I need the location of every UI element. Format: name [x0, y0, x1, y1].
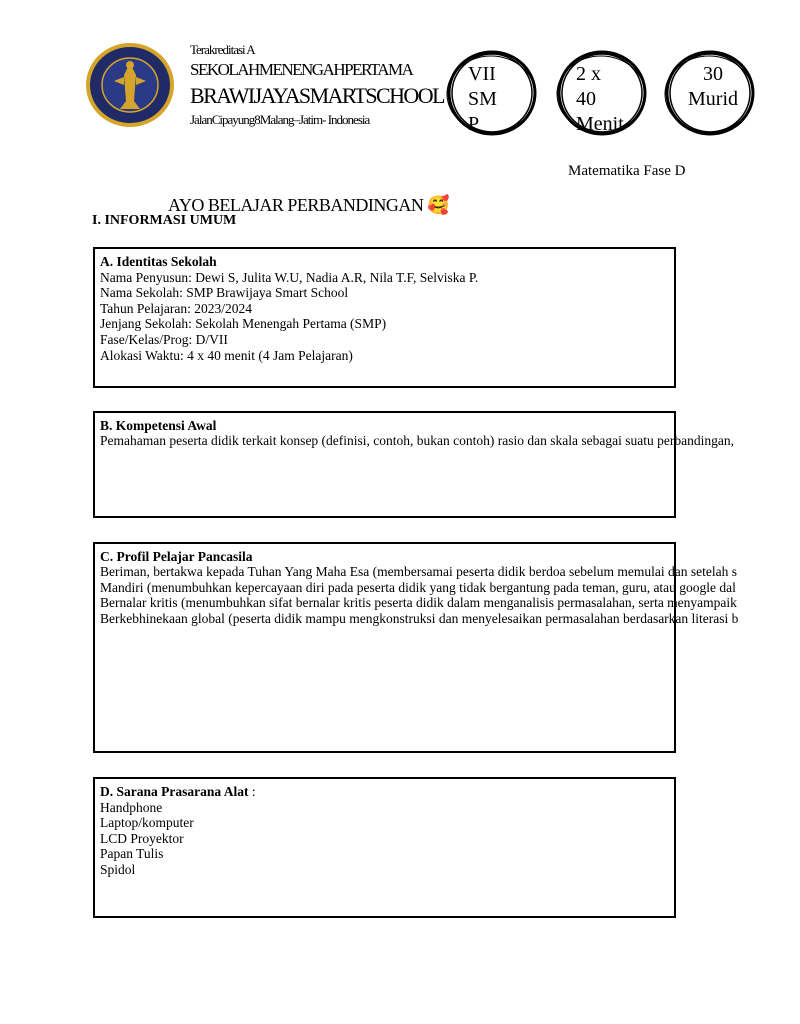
box-line: Papan Tulis [100, 846, 164, 862]
sarana-prasarana-box [93, 777, 676, 918]
accreditation-text: Terakreditasi A [190, 42, 255, 57]
section-heading: I. INFORMASI UMUM [92, 213, 237, 228]
badge-line: 30 [703, 63, 723, 85]
box-line: Pemahaman peserta didik terkait konsep (definisi, contoh, bukan contoh) rasio dan skala sebagai suatu perbandingan, [100, 433, 734, 448]
box-line: LCD Proyektor [100, 830, 184, 846]
box-title: A. Identitas Sekolah [100, 254, 217, 269]
badge-line: Murid [688, 88, 738, 110]
box-title: C. Profil Pelajar Pancasila [100, 549, 253, 564]
kompetensi-text [100, 433, 768, 449]
box-line: Nama Sekolah: SMP Brawijaya Smart School [100, 285, 349, 301]
badge-line: P [468, 113, 480, 135]
duration-badge [556, 48, 648, 138]
box-line: Berkebhinekaan global (peserta didik mampu mengkonstruksi dan menyelesaikan permasalahan berdasarkan literasi b [100, 610, 739, 626]
badge-line: Menit [576, 113, 624, 135]
box-title: B. Kompetensi Awal [100, 418, 217, 433]
box-line: Alokasi Waktu: 4 x 40 menit (4 Jam Pelajaran) [100, 347, 353, 363]
badge-line: 2 x [576, 63, 601, 85]
box-line: Mandiri (menumbuhkan kepercayaan diri pada peserta didik yang tidak bergantung pada teman, guru, atau google dal [100, 579, 736, 595]
box-line: Laptop/komputer [100, 815, 194, 831]
profil-text [100, 564, 768, 626]
school-logo [84, 41, 176, 129]
school-type-text: SEKOLAHMENENGAHPERTAMA [190, 60, 413, 79]
box-line: Jenjang Sekolah: Sekolah Menengah Pertama (SMP) [100, 316, 387, 332]
school-name: BRAWIJAYASMARTSCHOOL [190, 83, 444, 108]
box-title: D. Sarana Prasarana Alat [100, 784, 249, 799]
kompetensi-awal-box [93, 411, 676, 518]
box-title-suffix: : [248, 784, 256, 799]
document-title [168, 190, 488, 215]
box-line: Tahun Pelajaran: 2023/2024 [100, 300, 253, 316]
box-line: Fase/Kelas/Prog: D/VII [100, 331, 228, 347]
identitas-sekolah-box [93, 247, 676, 388]
class-badge [446, 48, 538, 138]
school-address: JalanCipayung8Malang–Jatim- Indonesia [190, 112, 370, 127]
badge-line: 40 [576, 88, 596, 110]
badge-line: VII [468, 63, 496, 85]
box-line: Spidol [100, 861, 136, 877]
document-title-text: AYO BELAJAR PERBANDINGAN 🥰 [168, 195, 450, 215]
box-line: Handphone [100, 799, 163, 815]
badge-line: SM [468, 88, 497, 110]
box-line: Beriman, bertakwa kepada Tuhan Yang Maha Esa (membersamai peserta didik berdoa sebelum memulai dan setelah s [100, 564, 737, 579]
box-line: Nama Penyusun: Dewi S, Julita W.U, Nadia A.R, Nila T.F, Selviska P. [100, 269, 479, 285]
box-line: Bernalar kritis (menumbuhkan sifat bernalar kritis peserta didik dalam menganalisis permasalahan, serta menyampaik [100, 595, 737, 611]
students-badge [664, 48, 756, 138]
subject-label: Matematika Fase D [568, 163, 686, 179]
